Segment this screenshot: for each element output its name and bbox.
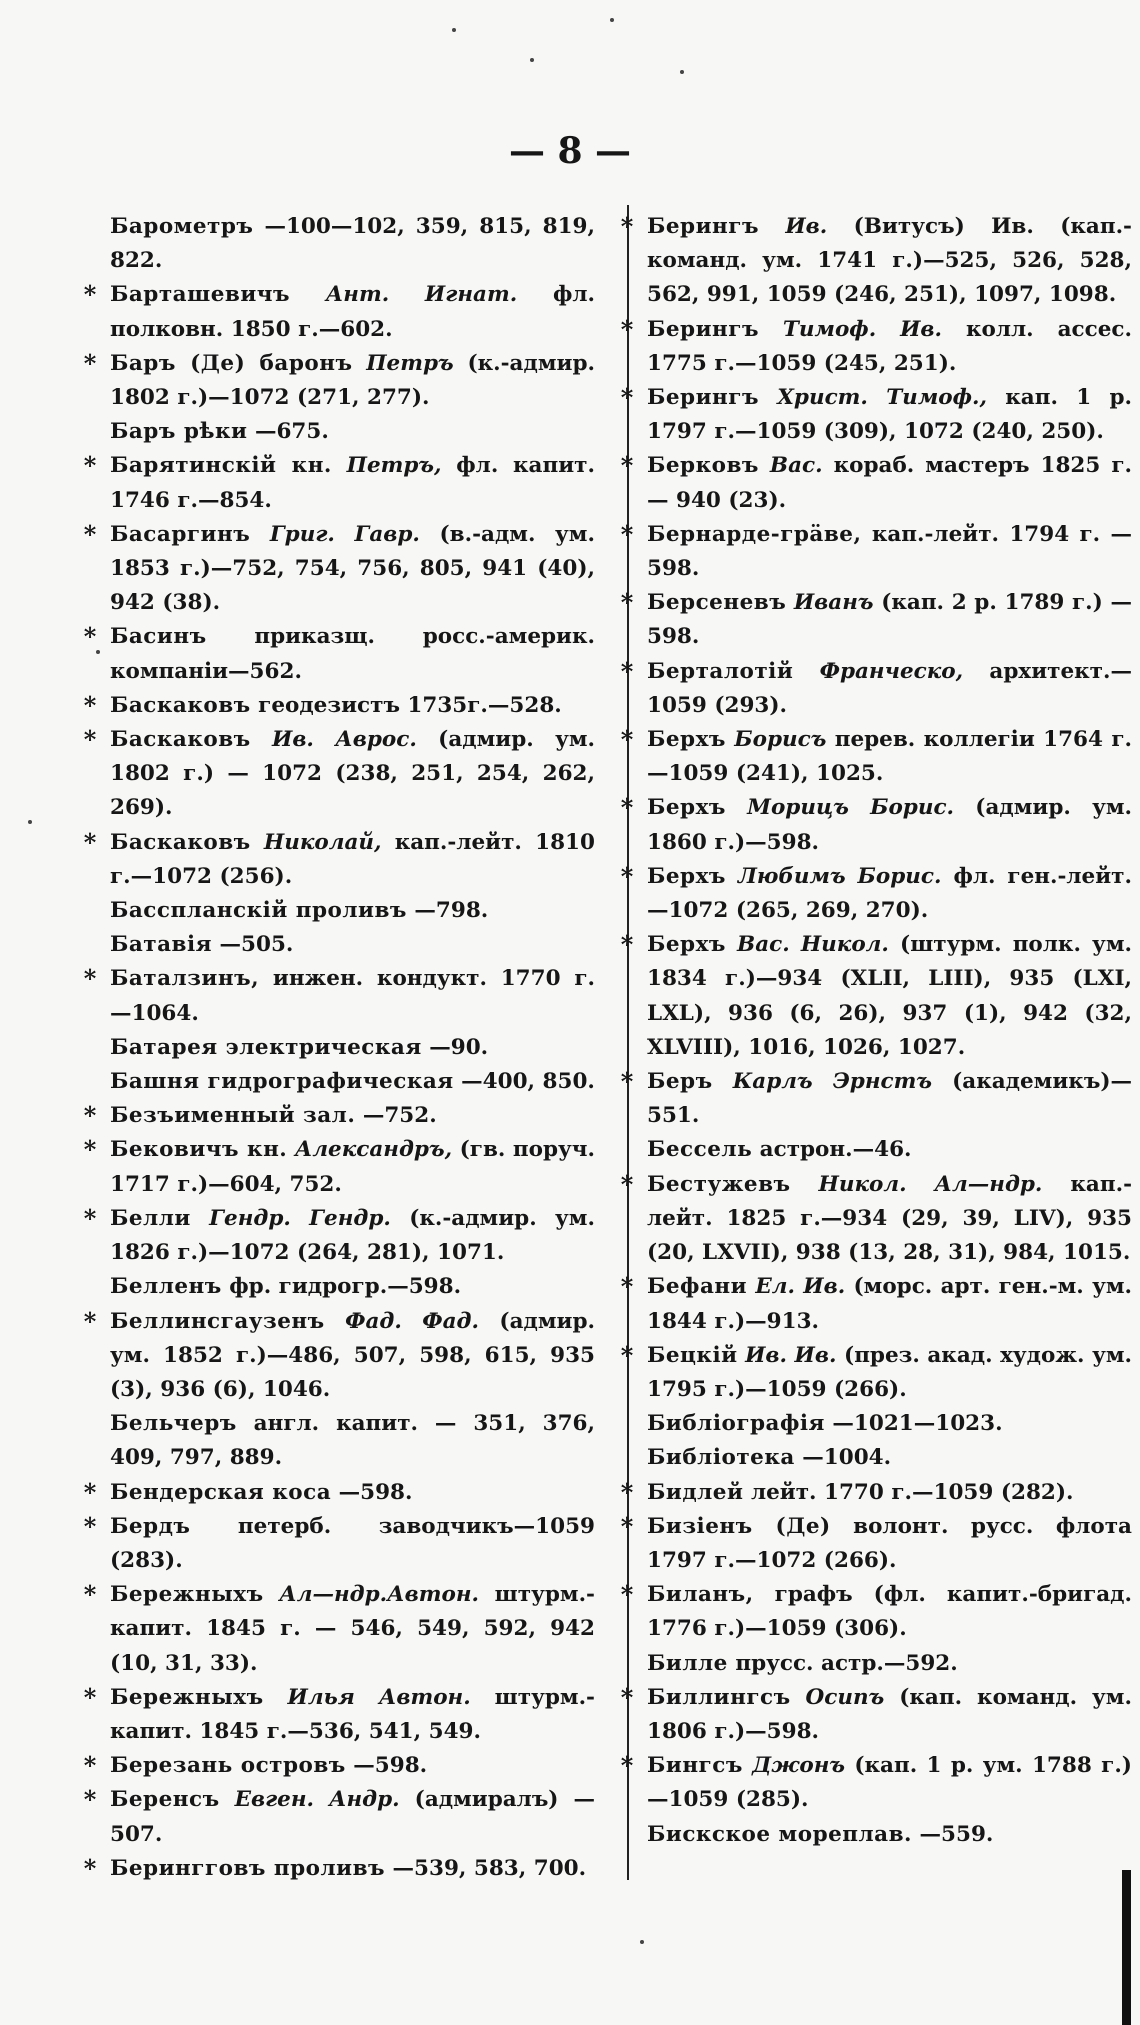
entry-marker: * — [83, 1306, 97, 1336]
entry-marker: * — [620, 383, 634, 413]
index-entry — [620, 313, 1132, 381]
entry-details: (адмиралъ) —507. — [110, 1787, 595, 1847]
index-entry — [620, 655, 1132, 723]
print-speck — [96, 650, 100, 654]
index-entry — [620, 791, 1132, 859]
index-entry — [110, 1065, 595, 1099]
entry-marker: * — [83, 622, 97, 652]
index-entry — [620, 518, 1132, 586]
index-entry — [83, 1578, 595, 1681]
entry-details: приказщ. росс.-америк. компаніи—562. — [110, 624, 595, 684]
entry-marker: * — [83, 1785, 97, 1815]
entry-given-name: Ел. Ив. — [755, 1274, 846, 1300]
entry-marker: * — [83, 280, 97, 310]
entry-name: Башня гидрографическая — [110, 1069, 454, 1095]
entry-name: Биланъ, — [647, 1582, 754, 1608]
entry-name: Баскаковъ — [110, 829, 251, 855]
index-entry — [83, 449, 595, 517]
entry-marker: * — [620, 1580, 634, 1610]
entry-marker: * — [620, 1511, 634, 1541]
entry-marker: * — [83, 1477, 97, 1507]
entry-marker: * — [83, 1203, 97, 1233]
entry-details: —100—102, 359, 815, 819, 822. — [110, 214, 595, 274]
index-entry — [647, 1441, 1132, 1475]
entry-details: инжен. кондукт. 1770 г. —1064. — [110, 966, 595, 1026]
entry-details: графъ (фл. капит.-бригад. 1776 г.)—1059 (306). — [647, 1582, 1132, 1642]
entry-details: фл. ген.-лейт. —1072 (265, 269, 270). — [647, 863, 1132, 924]
entry-name: Березань островъ — [110, 1753, 346, 1779]
entry-details: фл. полковн. 1850 г.—602. — [110, 282, 595, 342]
index-entry — [83, 347, 595, 415]
index-entry — [620, 1578, 1132, 1646]
index-entry — [110, 210, 595, 278]
entry-name: Баръ (Де) баронъ — [110, 350, 353, 376]
entry-name: Бельчеръ — [110, 1411, 237, 1437]
entry-details: кап.-лейт. 1794 г. —598. — [647, 521, 1132, 582]
entry-details: волонт. русс. флота 1797 г.—1072 (266). — [647, 1513, 1132, 1573]
scan-edge-shadow — [1122, 1870, 1131, 2025]
entry-name: Бердъ — [110, 1513, 191, 1539]
entry-name: Берковъ — [647, 453, 759, 479]
print-speck — [530, 58, 534, 62]
entry-name: Берхъ — [647, 932, 726, 958]
entry-name: Бековичъ кн. — [110, 1137, 288, 1163]
entry-details: (к.-адмир. 1802 г.)—1072 (271, 277). — [110, 350, 595, 411]
entry-given-name: Петръ, — [346, 453, 442, 479]
entry-given-name: Вас. — [769, 453, 823, 479]
entry-details: кап.-лейт. 1825 г.—934 (29, 39, LIV), 935 (20, LXVII), 938 (13, 28, 31), 984, 1015. — [647, 1171, 1132, 1266]
entry-details: —539, 583, 700. — [392, 1855, 587, 1881]
entry-marker: * — [83, 690, 97, 720]
entry-details: —1021—1023. — [832, 1411, 1003, 1437]
entry-name: Баскаковъ — [110, 727, 251, 753]
index-entry — [83, 1510, 595, 1578]
entry-name: Барятинскій кн. — [110, 453, 332, 479]
index-entry — [83, 1852, 595, 1886]
entry-details: перев. коллегіи 1764 г. —1059 (241), 1025. — [647, 727, 1132, 787]
entry-name: Басинъ — [110, 624, 207, 650]
index-entry — [647, 1407, 1132, 1441]
entry-details: (гв. поруч. 1717 г.)—604, 752. — [110, 1137, 595, 1197]
entry-details: (академикъ)—551. — [647, 1069, 1132, 1129]
entry-name: Берсеневъ — [647, 590, 787, 616]
index-entry — [110, 1407, 595, 1475]
print-speck — [452, 28, 456, 32]
index-entry — [620, 928, 1132, 1065]
entry-given-name: Николай, — [263, 829, 382, 855]
index-entry — [620, 1065, 1132, 1133]
entry-given-name: Тимоф. Ив. — [782, 316, 943, 342]
entry-details: (Витусъ) Ив. (кап.-команд. ум. 1741 г.)—525, 526, 528, 562, 991, 1059 (246, 251), 1097, 1098. — [647, 214, 1132, 308]
entry-given-name: Фад. Фад. — [345, 1308, 479, 1334]
entry-details: кораб. мастеръ 1825 г. — 940 (23). — [647, 453, 1132, 513]
entry-name: Берингговъ проливъ — [110, 1855, 386, 1881]
entry-details: петерб. заводчикъ—1059 (283). — [110, 1513, 595, 1573]
entry-name: Белли — [110, 1205, 191, 1231]
entry-name: Бережныхъ — [110, 1582, 264, 1608]
entry-details: фр. гидрогр.—598. — [229, 1274, 462, 1300]
entry-given-name: Илья Автон. — [287, 1684, 471, 1710]
entry-marker: * — [620, 1682, 634, 1712]
entry-details: (штурм. полк. ум. 1834 г.)—934 (XLII, LIII), 935 (LXI, LXL), 936 (6, 26), 937 (1), 942 (32, XLVIII), 1016, 1026, 1027. — [647, 932, 1132, 1060]
entry-details: англ. капит. — 351, 376, 409, 797, 889. — [110, 1411, 595, 1471]
entry-name: Беллинсгаузенъ — [110, 1308, 325, 1334]
index-entry — [620, 1749, 1132, 1817]
entry-details: —598. — [338, 1479, 413, 1505]
entry-marker: * — [620, 1067, 634, 1097]
entry-name: Библіографія — [647, 1411, 825, 1437]
entry-marker: * — [83, 348, 97, 378]
entry-name: Бережныхъ — [110, 1684, 264, 1710]
entry-name: Барташевичъ — [110, 282, 290, 308]
entry-details: —90. — [429, 1034, 489, 1060]
entry-name: Барометръ — [110, 214, 254, 239]
entry-name: Безъименный зал. — [110, 1103, 356, 1129]
entry-given-name: Григ. Гавр. — [269, 521, 420, 547]
index-entry — [620, 860, 1132, 928]
entry-name: Билле — [647, 1650, 728, 1676]
entry-name: Берхъ — [647, 727, 726, 753]
index-entry — [83, 723, 595, 826]
index-entry — [620, 586, 1132, 654]
index-entry — [110, 894, 595, 928]
index-entry — [83, 826, 595, 894]
index-entry — [620, 1270, 1132, 1338]
entry-name: Бискское мореплав. — [647, 1821, 913, 1847]
entry-name: Баталзинъ, — [110, 966, 260, 992]
entry-given-name: Никол. Ал—ндр. — [818, 1171, 1043, 1197]
entry-given-name: Карлъ Эрнстъ — [732, 1069, 932, 1095]
entry-marker: * — [620, 1477, 634, 1507]
entry-name: Берингъ — [647, 385, 759, 411]
entry-name: Берингъ — [647, 316, 759, 342]
index-entry — [83, 278, 595, 346]
entry-name: Бефани — [647, 1274, 748, 1300]
index-entry — [620, 1168, 1132, 1271]
index-entry — [83, 1305, 595, 1408]
entry-marker: * — [83, 1682, 97, 1712]
index-entry — [647, 1647, 1132, 1681]
entry-details: (кап. 1 р. ум. 1788 г.) —1059 (285). — [647, 1753, 1132, 1813]
entry-details: колл. ассес. 1775 г.—1059 (245, 251). — [647, 316, 1132, 376]
entry-given-name: Джонъ — [752, 1753, 846, 1779]
index-entry — [620, 210, 1132, 313]
entry-marker: * — [620, 656, 634, 686]
entry-given-name: Гендр. Гендр. — [209, 1205, 391, 1231]
entry-details: (кап. 2 р. 1789 г.) —598. — [647, 590, 1132, 650]
index-column-right — [620, 210, 1132, 1852]
index-entry — [110, 1031, 595, 1065]
entry-marker: * — [620, 793, 634, 823]
entry-name: Биллингсъ — [647, 1684, 791, 1710]
entry-name: Берингъ — [647, 214, 759, 239]
entry-marker: * — [83, 964, 97, 994]
entry-marker: * — [83, 725, 97, 755]
entry-details: (през. акад. худож. ум. 1795 г.)—1059 (266). — [647, 1342, 1132, 1402]
index-entry — [110, 415, 595, 449]
index-entry — [620, 723, 1132, 791]
entry-marker: * — [620, 1169, 634, 1199]
entry-details: штурм.-капит. 1845 г.—536, 541, 549. — [110, 1684, 595, 1744]
entry-details: —559. — [919, 1821, 994, 1847]
entry-given-name: Петръ — [366, 350, 454, 376]
entry-name: Батавія — [110, 932, 213, 958]
entry-marker: * — [620, 1340, 634, 1370]
entry-given-name: Ив. Ив. — [745, 1342, 837, 1368]
index-entry — [83, 1783, 595, 1851]
entry-marker: * — [83, 451, 97, 481]
entry-name: Берталотій — [647, 658, 794, 684]
entry-name: Беръ — [647, 1069, 713, 1095]
entry-given-name: Иванъ — [793, 590, 874, 616]
entry-details: —400, 850. — [461, 1069, 595, 1095]
entry-marker: * — [620, 1751, 634, 1781]
entry-details: кап.-лейт. 1810 г.—1072 (256). — [110, 829, 595, 889]
entry-given-name: Евген. Андр. — [234, 1787, 400, 1813]
entry-name: Белленъ — [110, 1274, 222, 1300]
entry-details: (адмир. ум. 1852 г.)—486, 507, 598, 615, 935 (3), 936 (6), 1046. — [110, 1308, 595, 1402]
index-entry — [83, 1749, 595, 1783]
entry-name: Берхъ — [647, 795, 726, 821]
entry-name: Библіотека — [647, 1445, 795, 1471]
entry-details: —675. — [254, 419, 329, 445]
entry-given-name: Любимъ Борис. — [737, 863, 942, 889]
entry-name: Бизіенъ (Де) — [647, 1513, 831, 1539]
entry-marker: * — [620, 725, 634, 755]
entry-name: Бингсъ — [647, 1753, 743, 1779]
entry-marker: * — [620, 519, 634, 549]
index-entry — [83, 518, 595, 621]
entry-marker: * — [83, 1135, 97, 1165]
entry-marker: * — [83, 1853, 97, 1883]
entry-details: фл. капит. 1746 г.—854. — [110, 453, 595, 513]
entry-details: астрон.—46. — [759, 1137, 912, 1163]
entry-marker: * — [620, 212, 634, 241]
index-entry — [83, 1681, 595, 1749]
index-entry — [110, 928, 595, 962]
entry-marker: * — [620, 1272, 634, 1302]
entry-marker: * — [83, 1101, 97, 1131]
page-number: — 8 — — [508, 130, 632, 172]
entry-details: (адмир. ум. 1802 г.) — 1072 (238, 251, 254, 262, 269). — [110, 727, 595, 821]
entry-marker: * — [83, 1511, 97, 1541]
entry-name: Баскаковъ — [110, 692, 251, 718]
entry-given-name: Борисъ — [734, 727, 827, 753]
entry-details: (морс. арт. ген.-м. ум. 1844 г.)—913. — [647, 1274, 1132, 1334]
entry-name: Басспланскій проливъ — [110, 898, 407, 924]
index-entry — [620, 1476, 1132, 1510]
entry-details: —798. — [414, 898, 489, 924]
entry-details: —598. — [353, 1753, 428, 1779]
entry-details: (в.-адм. ум. 1853 г.)—752, 754, 756, 805, 941 (40), 942 (38). — [110, 521, 595, 616]
entry-given-name: Христ. Тимоф., — [777, 385, 987, 411]
entry-name: Бернарде-грäве, — [647, 521, 862, 547]
entry-details: геодезистъ 1735г.—528. — [258, 692, 562, 718]
index-entry — [83, 962, 595, 1030]
entry-name: Баръ рѣки — [110, 419, 248, 445]
entry-name: Батарея электрическая — [110, 1034, 422, 1060]
entry-name: Беренсъ — [110, 1787, 220, 1813]
entry-given-name: Ив. — [785, 214, 828, 239]
entry-details: (кап. команд. ум. 1806 г.)—598. — [647, 1684, 1132, 1744]
entry-marker: * — [620, 930, 634, 960]
entry-details: —1004. — [802, 1445, 892, 1471]
entry-details: —752. — [362, 1103, 437, 1129]
entry-details: архитект.—1059 (293). — [647, 658, 1132, 718]
index-entry — [83, 1133, 595, 1201]
entry-given-name: Ал—ндр.Автон. — [279, 1582, 480, 1608]
index-column-left — [83, 210, 595, 1886]
index-entry — [620, 449, 1132, 517]
entry-details: прусс. астр.—592. — [735, 1650, 958, 1676]
print-speck — [610, 18, 614, 22]
index-entry — [620, 1510, 1132, 1578]
entry-given-name: Осипъ — [805, 1684, 885, 1710]
entry-marker: * — [620, 861, 634, 891]
entry-marker: * — [620, 314, 634, 344]
entry-marker: * — [83, 519, 97, 549]
print-speck — [640, 1940, 644, 1944]
entry-given-name: Морицъ Борис. — [747, 795, 955, 821]
index-entry — [83, 1202, 595, 1270]
print-speck — [680, 70, 684, 74]
index-entry — [647, 1133, 1132, 1167]
print-speck — [28, 820, 32, 824]
entry-details: —505. — [219, 932, 294, 958]
index-entry — [620, 1339, 1132, 1407]
entry-marker: * — [620, 451, 634, 481]
index-entry — [83, 1099, 595, 1133]
index-entry — [83, 689, 595, 723]
entry-name: Басаргинъ — [110, 521, 251, 547]
entry-given-name: Александръ, — [294, 1137, 453, 1163]
entry-given-name: Вас. Никол. — [737, 932, 889, 958]
entry-given-name: Франческо, — [819, 658, 964, 684]
entry-marker: * — [83, 1580, 97, 1610]
entry-name: Бестужевъ — [647, 1171, 791, 1197]
entry-name: Берхъ — [647, 863, 726, 889]
entry-details: (к.-адмир. ум. 1826 г.)—1072 (264, 281), 1071. — [110, 1205, 595, 1266]
entry-details: лейт. 1770 г.—1059 (282). — [750, 1479, 1074, 1505]
index-entry — [647, 1818, 1132, 1852]
entry-name: Бецкій — [647, 1342, 738, 1368]
index-entry — [83, 1476, 595, 1510]
entry-given-name: Ант. Игнат. — [325, 282, 518, 308]
entry-name: Бендерская коса — [110, 1479, 332, 1505]
entry-marker: * — [83, 1751, 97, 1781]
entry-marker: * — [83, 827, 97, 857]
entry-name: Бессель — [647, 1137, 753, 1163]
entry-name: Бидлей — [647, 1479, 744, 1505]
entry-details: (адмир. ум. 1860 г.)—598. — [647, 795, 1132, 855]
entry-given-name: Ив. Аврос. — [272, 727, 417, 753]
index-entry — [110, 1270, 595, 1304]
index-entry — [620, 1681, 1132, 1749]
index-entry — [620, 381, 1132, 449]
entry-details: кап. 1 р. 1797 г.—1059 (309), 1072 (240, 250). — [647, 385, 1132, 445]
entry-details: штурм.-капит. 1845 г. — 546, 549, 592, 942 (10, 31, 33). — [110, 1582, 595, 1676]
entry-marker: * — [620, 588, 634, 618]
index-entry — [83, 620, 595, 688]
